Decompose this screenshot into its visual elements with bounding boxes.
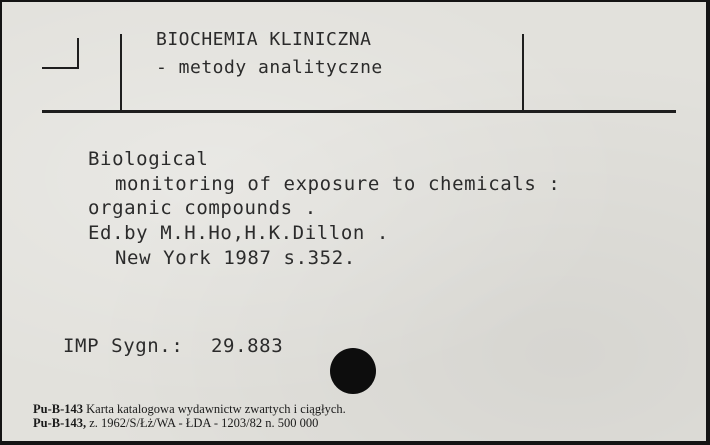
footer-line-2 (33, 416, 318, 431)
header-corner-vertical (77, 38, 79, 68)
footer-line-1 (33, 402, 346, 417)
catalog-card (2, 2, 706, 441)
footer-form-title: Karta katalogowa wydawnictw zwartych i ciągłych. (86, 402, 346, 416)
header-corner-horizontal (42, 67, 79, 69)
entry-title-line-1: Biological (88, 148, 209, 170)
entry-title-line-2: monitoring of exposure to chemicals : (115, 173, 561, 195)
footer-form-code-1: Pu-B-143 (33, 402, 83, 416)
footer-print-info: z. 1962/S/Łż/WA - ŁDA - 1203/82 n. 500 000 (89, 416, 319, 430)
entry-title-line-3: organic compounds . (88, 197, 317, 219)
entry-editors: Ed.by M.H.Ho,H.K.Dillon . (88, 222, 389, 244)
subject-subheading: - metody analityczne (156, 57, 383, 78)
footer-form-code-2: Pu-B-143, (33, 416, 87, 430)
punch-hole (330, 348, 376, 394)
subject-heading: BIOCHEMIA KLINICZNA (156, 29, 372, 50)
entry-imprint: New York 1987 s.352. (115, 247, 356, 269)
call-number-value: 29.883 (211, 335, 284, 357)
header-left-divider (120, 34, 122, 111)
header-right-divider (522, 34, 524, 111)
call-number-label: IMP Sygn.: (63, 335, 184, 357)
header-bottom-rule (42, 110, 676, 113)
